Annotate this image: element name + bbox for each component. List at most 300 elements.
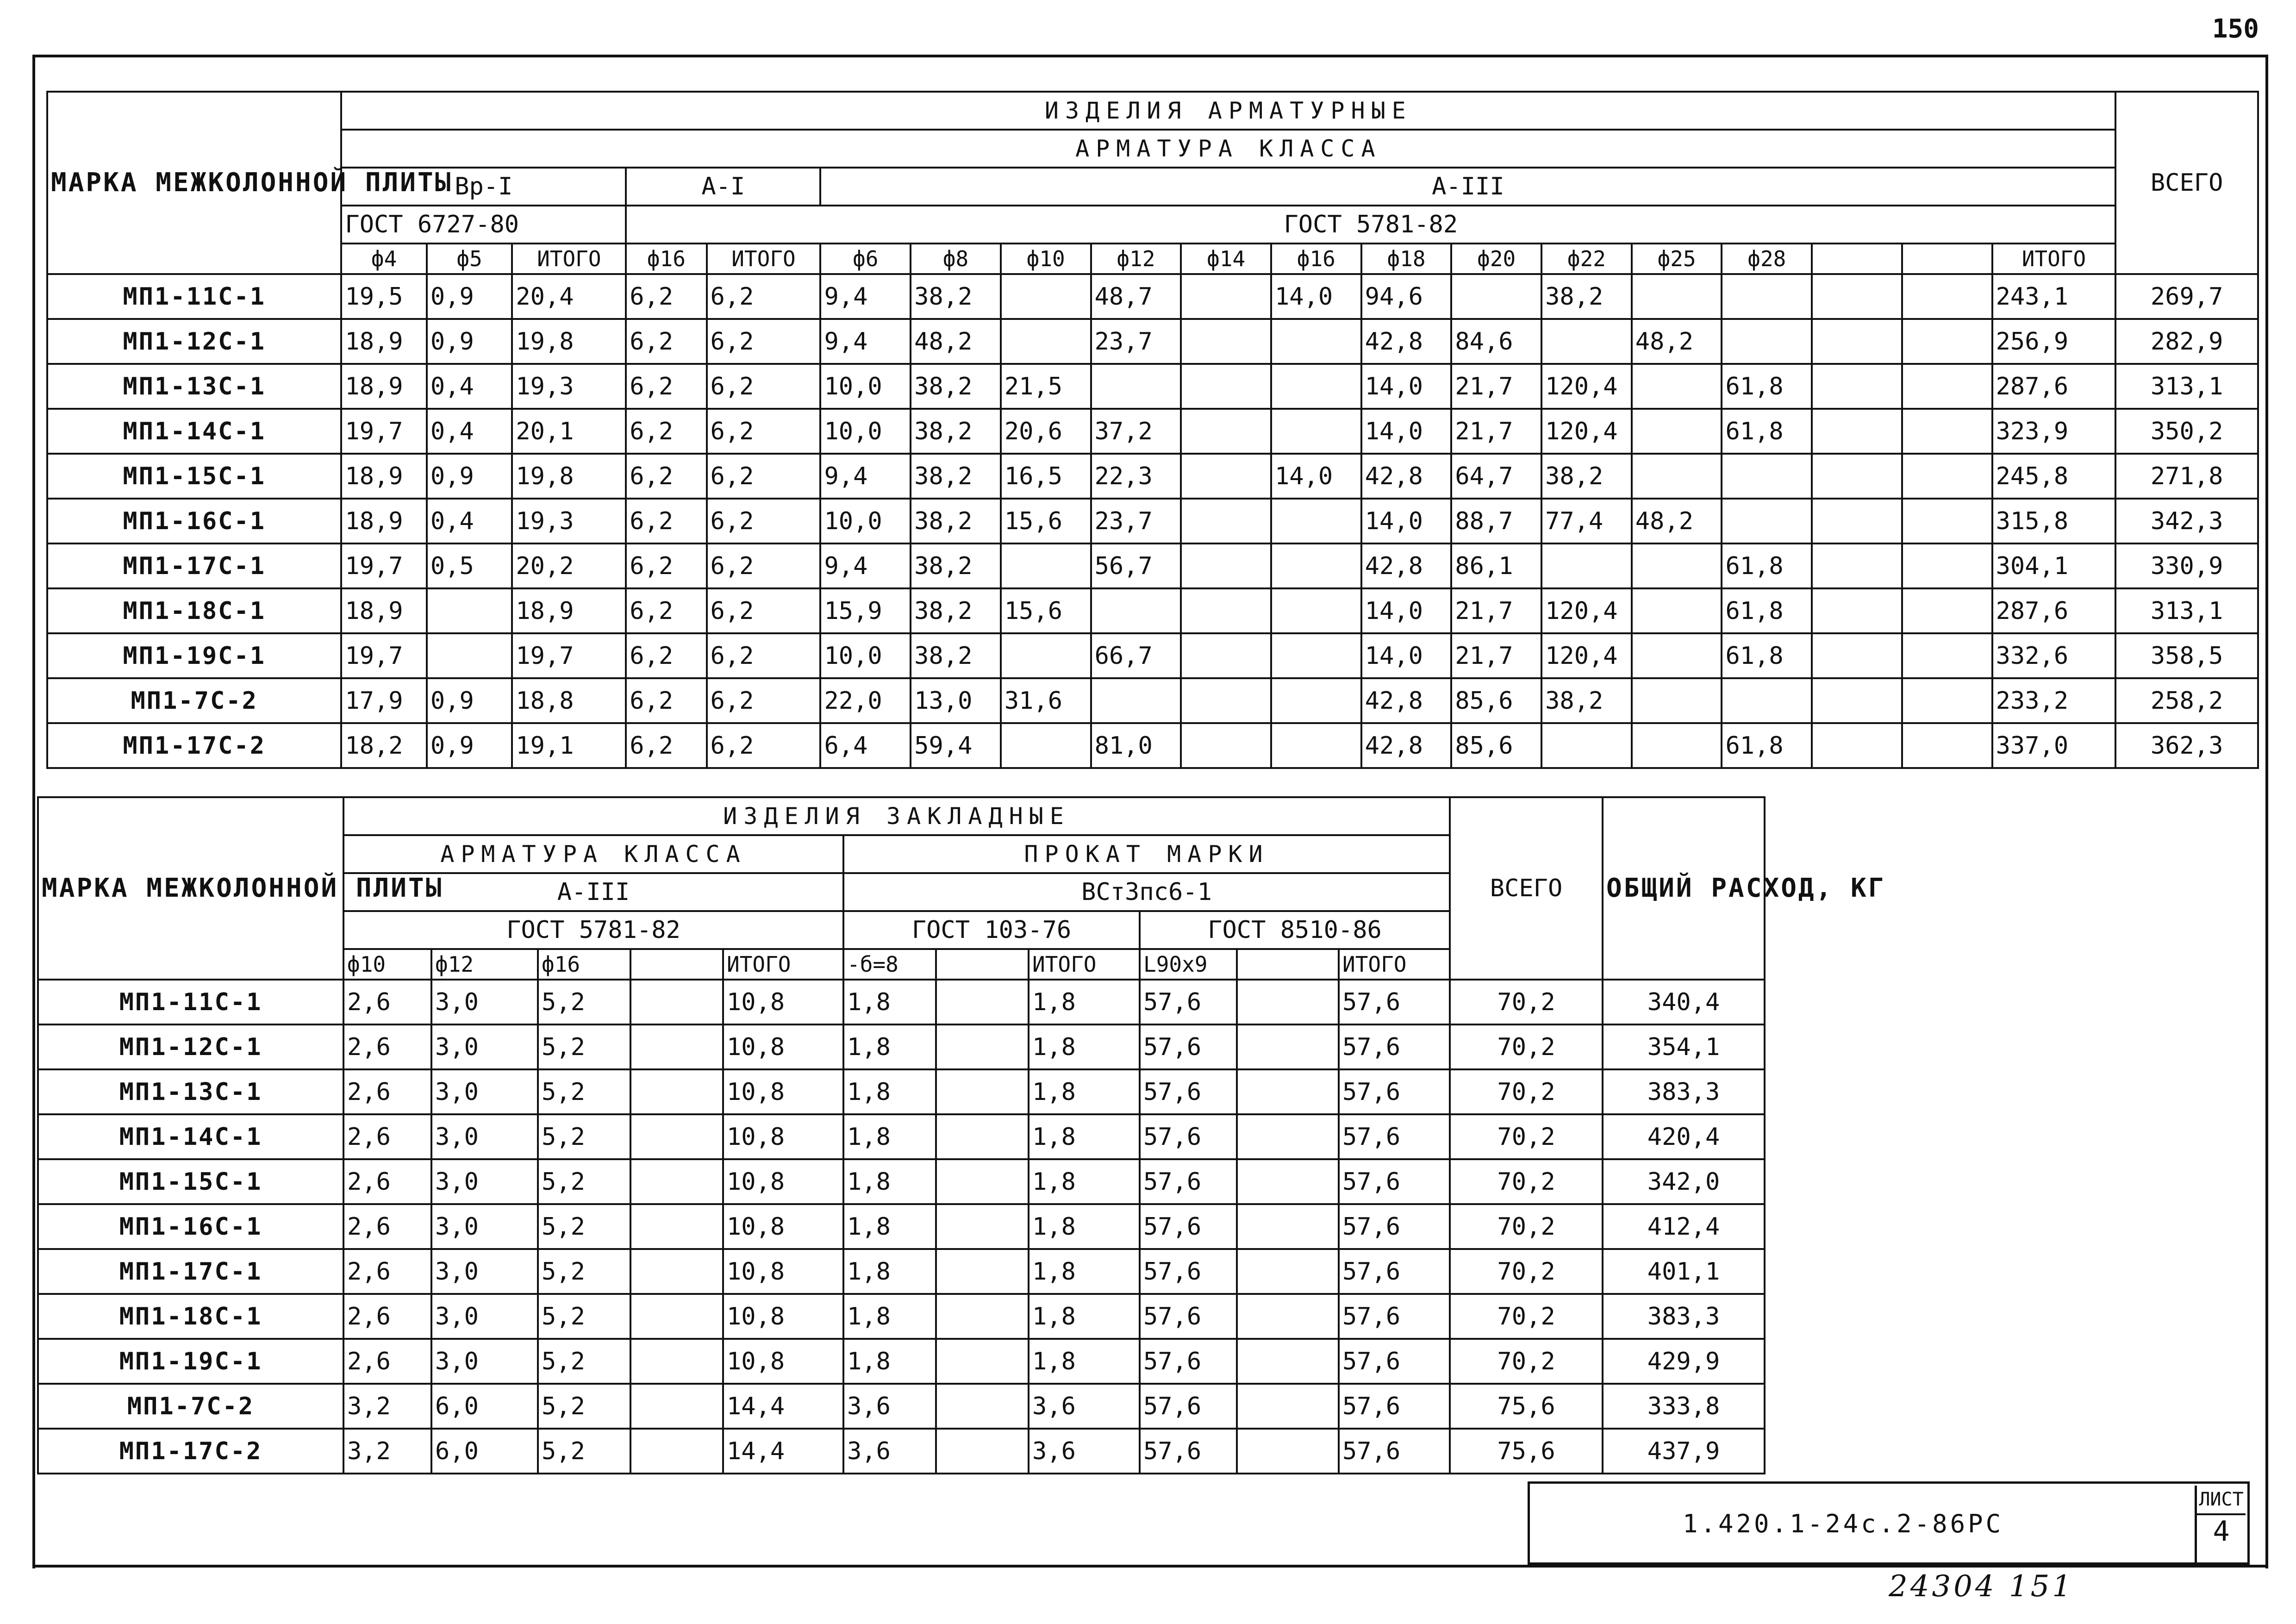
data-cell: 0,9 [427,723,512,768]
data-cell: 6,2 [626,454,706,499]
plate-mark: МП1-14С-1 [38,1114,343,1159]
data-cell: 120,4 [1541,633,1632,678]
data-cell [630,1069,723,1114]
data-cell: 1,8 [1029,1024,1140,1069]
data-cell: 21,7 [1451,588,1541,633]
data-cell: 1,8 [1029,980,1140,1024]
data-cell [1722,499,1812,543]
data-cell: 42,8 [1361,678,1452,723]
data-cell: 16,5 [1001,454,1091,499]
data-cell: 287,6 [1992,588,2116,633]
data-cell: 10,8 [723,1069,843,1114]
data-cell: 19,5 [341,274,426,319]
total-consumption: 401,1 [1603,1249,1765,1294]
column-header: ф10 [1001,244,1091,274]
table-row [38,1339,1765,1384]
data-cell: 61,8 [1722,723,1812,768]
data-cell [1237,1429,1339,1474]
frame-bottom-line [32,1565,2268,1568]
table-row [47,588,2258,633]
total-consumption: 340,4 [1603,980,1765,1024]
data-cell: 21,7 [1451,364,1541,409]
data-cell [1237,980,1339,1024]
plate-mark: МП1-7С-2 [47,678,341,723]
data-cell: 6,2 [626,633,706,678]
data-cell: 38,2 [911,633,1001,678]
column-header: ф12 [1091,244,1181,274]
data-cell [1632,588,1722,633]
column-header: ф8 [911,244,1001,274]
data-cell: 3,0 [431,1249,538,1294]
data-cell: 2,6 [343,1114,431,1159]
data-cell: 9,4 [820,454,911,499]
column-header: ИТОГО [512,244,626,274]
data-cell: 0,4 [427,409,512,454]
data-cell [1181,319,1271,364]
data-cell: 6,2 [707,364,821,409]
data-cell [1722,454,1812,499]
data-cell: 1,8 [843,1339,936,1384]
data-cell: 6,2 [707,454,821,499]
data-cell [1001,543,1091,588]
data-cell: 120,4 [1541,364,1632,409]
data-cell: 2,6 [343,1069,431,1114]
data-cell: 1,8 [843,1159,936,1204]
data-cell [1541,319,1632,364]
gost-b-header: ГОСТ 103-76 [843,911,1140,949]
data-cell: 2,6 [343,1294,431,1339]
data-cell: 56,7 [1091,543,1181,588]
data-cell: 57,6 [1339,1114,1450,1159]
data-cell [630,1249,723,1294]
plate-mark: МП1-12С-1 [38,1024,343,1069]
row-total: 70,2 [1450,1024,1603,1069]
data-cell: 61,8 [1722,588,1812,633]
data-cell [1181,543,1271,588]
data-cell: 9,4 [820,543,911,588]
row-total: 342,3 [2115,499,2258,543]
data-cell [1902,588,1992,633]
row-total: 70,2 [1450,1114,1603,1159]
column-header: ИТОГО [1029,949,1140,980]
data-cell: 18,9 [341,319,426,364]
data-cell: 10,0 [820,364,911,409]
steel-header: ВСт3пс6-1 [843,873,1450,911]
data-cell: 57,6 [1339,1249,1450,1294]
data-cell: 57,6 [1339,1429,1450,1474]
data-cell: 10,8 [723,1114,843,1159]
data-cell [1181,274,1271,319]
row-total: 258,2 [2115,678,2258,723]
data-cell [1812,499,1902,543]
data-cell: 64,7 [1451,454,1541,499]
class-bp-header: Вр-I [341,168,626,206]
data-cell: 0,4 [427,499,512,543]
column-header: ф20 [1451,244,1541,274]
data-cell [630,1429,723,1474]
data-cell: 23,7 [1091,319,1181,364]
data-cell: 10,0 [820,633,911,678]
data-cell [1632,409,1722,454]
data-cell: 57,6 [1140,1429,1237,1474]
row-total: 282,9 [2115,319,2258,364]
data-cell [1812,678,1902,723]
data-cell [1632,274,1722,319]
plate-mark: МП1-14С-1 [47,409,341,454]
total-header: ВСЕГО [1450,797,1603,980]
plate-mark: МП1-13С-1 [38,1069,343,1114]
data-cell: 256,9 [1992,319,2116,364]
data-cell: 3,0 [431,980,538,1024]
data-cell: 245,8 [1992,454,2116,499]
data-cell [1632,633,1722,678]
consumption-header: ОБЩИЙ РАСХОД, КГ [1603,797,1765,980]
data-cell [1271,543,1361,588]
data-cell: 243,1 [1992,274,2116,319]
data-cell: 14,0 [1361,588,1452,633]
column-header [1902,244,1992,274]
data-cell: 10,8 [723,1294,843,1339]
data-cell: 94,6 [1361,274,1452,319]
data-cell: 61,8 [1722,409,1812,454]
data-cell: 6,2 [707,319,821,364]
data-cell: 0,9 [427,678,512,723]
data-cell [936,1294,1029,1339]
data-cell: 14,0 [1361,364,1452,409]
data-cell [1722,678,1812,723]
data-cell [1271,364,1361,409]
data-cell [1001,633,1091,678]
gost-b-header: ГОСТ 5781-82 [626,206,2115,244]
data-cell: 22,0 [820,678,911,723]
column-header: ф25 [1632,244,1722,274]
data-cell: 0,9 [427,454,512,499]
table-row [38,1429,1765,1474]
data-cell [936,1159,1029,1204]
data-cell: 48,2 [1632,499,1722,543]
column-header: ф28 [1722,244,1812,274]
data-cell [630,1339,723,1384]
data-cell: 48,2 [911,319,1001,364]
data-cell: 0,5 [427,543,512,588]
data-cell: 6,2 [707,499,821,543]
data-cell: 2,6 [343,1339,431,1384]
data-cell: 19,3 [512,499,626,543]
data-cell [936,1249,1029,1294]
total-consumption: 354,1 [1603,1024,1765,1069]
data-cell: 19,1 [512,723,626,768]
data-cell [1271,678,1361,723]
data-cell: 1,8 [1029,1114,1140,1159]
data-cell: 42,8 [1361,543,1452,588]
data-cell: 20,2 [512,543,626,588]
data-cell: 38,2 [1541,678,1632,723]
data-cell: 1,8 [1029,1249,1140,1294]
data-cell: 3,0 [431,1294,538,1339]
data-cell: 57,6 [1339,1069,1450,1114]
page-number: 150 [2212,14,2259,44]
data-cell [1181,678,1271,723]
data-cell [1632,678,1722,723]
data-cell: 3,6 [843,1429,936,1474]
data-cell: 6,0 [431,1384,538,1429]
data-cell: 1,8 [843,980,936,1024]
data-cell [1902,633,1992,678]
data-cell [1632,364,1722,409]
data-cell: 10,0 [820,409,911,454]
total-consumption: 383,3 [1603,1069,1765,1114]
data-cell: 120,4 [1541,409,1632,454]
data-cell [630,1024,723,1069]
row-total: 70,2 [1450,1294,1603,1339]
data-cell: 120,4 [1541,588,1632,633]
data-cell: 3,6 [1029,1429,1140,1474]
data-cell: 13,0 [911,678,1001,723]
data-cell [1271,723,1361,768]
column-header: ф18 [1361,244,1452,274]
mark-header: МАРКА МЕЖКОЛОННОЙ ПЛИТЫ [38,797,343,980]
data-cell [1902,454,1992,499]
table-row [47,499,2258,543]
row-total: 70,2 [1450,1069,1603,1114]
data-cell: 5,2 [538,1294,630,1339]
table-row [47,543,2258,588]
data-cell: 37,2 [1091,409,1181,454]
data-cell: 85,6 [1451,723,1541,768]
row-total: 362,3 [2115,723,2258,768]
data-cell: 57,6 [1140,1204,1237,1249]
data-cell: 31,6 [1001,678,1091,723]
rebar-class-header: АРМАТУРА КЛАССА [341,130,2115,168]
data-cell: 3,2 [343,1384,431,1429]
data-cell [1632,723,1722,768]
title-block [1528,1481,2250,1565]
row-total: 313,1 [2115,364,2258,409]
data-cell: 86,1 [1451,543,1541,588]
column-header: ф5 [427,244,512,274]
data-cell [936,1429,1029,1474]
total-consumption: 420,4 [1603,1114,1765,1159]
document-code: 1.420.1-24с.2-86РС [1683,1509,2004,1538]
data-cell: 17,9 [341,678,426,723]
data-cell [1632,454,1722,499]
data-cell: 1,8 [1029,1294,1140,1339]
data-cell [1902,364,1992,409]
data-cell [427,633,512,678]
class-a3-header: А-III [343,873,843,911]
data-cell: 323,9 [1992,409,2116,454]
data-cell [1812,723,1902,768]
data-cell: 18,9 [341,588,426,633]
data-cell [1902,543,1992,588]
data-cell: 84,6 [1451,319,1541,364]
data-cell: 20,6 [1001,409,1091,454]
data-cell [1237,1204,1339,1249]
data-cell: 6,0 [431,1429,538,1474]
plate-mark: МП1-12С-1 [47,319,341,364]
total-consumption: 412,4 [1603,1204,1765,1249]
table-row [47,274,2258,319]
table-row [38,1069,1765,1114]
inventory-stamp: 24304 151 [1889,1569,2074,1604]
data-cell: 21,5 [1001,364,1091,409]
data-cell: 1,8 [843,1294,936,1339]
data-cell: 19,7 [512,633,626,678]
data-cell: 57,6 [1339,1204,1450,1249]
table-row [47,633,2258,678]
row-total: 70,2 [1450,1339,1603,1384]
data-cell: 10,8 [723,1024,843,1069]
data-cell [1722,274,1812,319]
data-cell: 5,2 [538,1114,630,1159]
sheet-number: 4 [2213,1515,2230,1548]
data-cell [427,588,512,633]
data-cell [1271,633,1361,678]
data-cell: 18,9 [341,454,426,499]
data-cell: 57,6 [1339,1384,1450,1429]
row-total: 75,6 [1450,1384,1603,1429]
data-cell: 18,8 [512,678,626,723]
data-cell: 3,6 [843,1384,936,1429]
data-cell: 81,0 [1091,723,1181,768]
data-cell: 3,6 [1029,1384,1140,1429]
column-header: ИТОГО [1339,949,1450,980]
data-cell: 6,2 [707,678,821,723]
data-cell [1812,409,1902,454]
data-cell [1902,678,1992,723]
data-cell: 0,4 [427,364,512,409]
data-cell [1812,633,1902,678]
data-cell: 2,6 [343,980,431,1024]
products-header: ИЗДЕЛИЯ ЗАКЛАДНЫЕ [343,797,1450,835]
row-total: 70,2 [1450,1204,1603,1249]
data-cell: 57,6 [1140,1294,1237,1339]
data-cell: 38,2 [1541,454,1632,499]
table-row [38,1159,1765,1204]
row-total: 330,9 [2115,543,2258,588]
table-row [38,1114,1765,1159]
column-header: ф10 [343,949,431,980]
data-cell: 57,6 [1339,1024,1450,1069]
data-cell: 3,0 [431,1114,538,1159]
data-cell: 1,8 [843,1249,936,1294]
data-cell [1001,319,1091,364]
data-cell: 304,1 [1992,543,2116,588]
data-cell: 5,2 [538,1249,630,1294]
column-header: ф16 [1271,244,1361,274]
data-cell: 1,8 [843,1069,936,1114]
data-cell [630,1204,723,1249]
data-cell: 5,2 [538,1069,630,1114]
data-cell: 315,8 [1992,499,2116,543]
data-cell: 6,2 [626,723,706,768]
data-cell [1181,499,1271,543]
data-cell: 6,2 [626,678,706,723]
data-cell: 332,6 [1992,633,2116,678]
data-cell: 57,6 [1140,1114,1237,1159]
data-cell: 14,0 [1361,633,1452,678]
data-cell: 9,4 [820,274,911,319]
data-cell: 38,2 [911,409,1001,454]
gost-c-header: ГОСТ 8510-86 [1140,911,1450,949]
data-cell: 42,8 [1361,454,1452,499]
plate-mark: МП1-17С-2 [38,1429,343,1474]
data-cell: 0,9 [427,319,512,364]
data-cell [1541,723,1632,768]
data-cell: 57,6 [1140,1249,1237,1294]
data-cell: 10,8 [723,980,843,1024]
column-header [1812,244,1902,274]
plate-mark: МП1-17С-1 [38,1249,343,1294]
data-cell: 6,2 [626,319,706,364]
data-cell: 57,6 [1339,1159,1450,1204]
table-row [38,1384,1765,1429]
data-cell: 6,2 [626,409,706,454]
table-row [38,980,1765,1024]
data-cell: 6,2 [707,633,821,678]
column-header: ф6 [820,244,911,274]
data-cell: 57,6 [1140,1384,1237,1429]
plate-mark: МП1-17С-1 [47,543,341,588]
data-cell: 3,2 [343,1429,431,1474]
data-cell: 57,6 [1140,1069,1237,1114]
data-cell: 42,8 [1361,319,1452,364]
data-cell [1271,499,1361,543]
data-cell: 14,4 [723,1429,843,1474]
data-cell: 19,3 [512,364,626,409]
rolled-header: ПРОКАТ МАРКИ [843,835,1450,873]
total-consumption: 333,8 [1603,1384,1765,1429]
data-cell: 6,2 [626,364,706,409]
data-cell: 1,8 [843,1204,936,1249]
data-cell: 1,8 [843,1114,936,1159]
data-cell [936,1024,1029,1069]
data-cell [1001,274,1091,319]
data-cell: 38,2 [911,499,1001,543]
data-cell [1451,274,1541,319]
data-cell: 57,6 [1339,980,1450,1024]
data-cell [1181,454,1271,499]
column-header: ф16 [538,949,630,980]
data-cell: 61,8 [1722,364,1812,409]
row-total: 70,2 [1450,980,1603,1024]
row-total: 75,6 [1450,1429,1603,1474]
data-cell: 6,2 [707,723,821,768]
plate-mark: МП1-11С-1 [38,980,343,1024]
sheet-label: ЛИСТ [2197,1486,2246,1515]
data-cell: 21,7 [1451,633,1541,678]
data-cell: 2,6 [343,1204,431,1249]
row-total: 70,2 [1450,1249,1603,1294]
data-cell: 6,2 [626,499,706,543]
data-cell: 6,2 [707,409,821,454]
data-cell [1001,723,1091,768]
data-cell: 5,2 [538,980,630,1024]
data-cell: 38,2 [911,454,1001,499]
data-cell: 15,6 [1001,499,1091,543]
row-total: 313,1 [2115,588,2258,633]
column-header [630,949,723,980]
data-cell: 10,8 [723,1339,843,1384]
data-cell [1237,1114,1339,1159]
data-cell: 38,2 [911,364,1001,409]
data-cell: 21,7 [1451,409,1541,454]
plate-mark: МП1-11С-1 [47,274,341,319]
data-cell: 3,0 [431,1204,538,1249]
column-header: ф4 [341,244,426,274]
sheet-box [2195,1486,2246,1564]
data-cell [1091,364,1181,409]
